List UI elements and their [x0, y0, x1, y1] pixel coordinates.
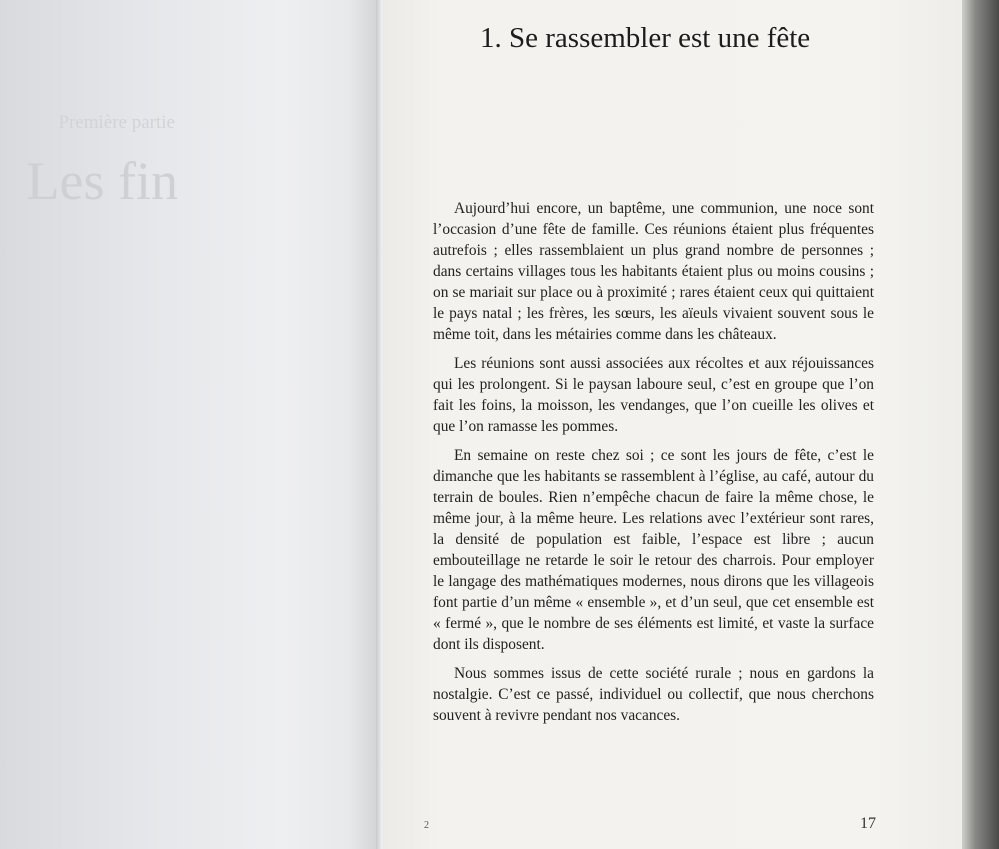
- chapter-title: 1. Se rassembler est une fête: [480, 22, 811, 54]
- paragraph-4: Nous sommes issus de cette société rurale ; nous en gardons la nostalgie. C’est ce passé, individuel ou collectif, que nous cherchons souvent à revivre pendant nos vacances.: [433, 665, 874, 724]
- show-through-part-heading: Première partie: [58, 112, 175, 133]
- page-edge-shadow: [962, 0, 999, 849]
- paragraph-2: Les réunions sont aussi associées aux récoltes et aux réjouissances qui les prolongent. Si le paysan laboure seul, c’est en groupe que l’on fait les foins, la moisson, les vendanges, que l’on cueille les olives et que l’on ramasse les pommes.: [433, 355, 874, 435]
- left-page: [0, 0, 378, 849]
- chapter-body: [433, 198, 874, 734]
- paragraph-1: Aujourd’hui encore, un baptême, une communion, une noce sont l’occasion d’une fête de famille. Ces réunions étaient plus fréquentes autrefois ; elles rassemblaient un plus grand nombre de personnes ; dans certains villages tous les habitants étaient plus ou moins cousins ; on se mariait sur place ou à proximité ; rares étaient ceux qui quittaient le pays natal ; les frères, les sœurs, les aïeuls vivaient souvent sous le même toit, dans les métairies comme dans les châteaux.: [433, 200, 874, 343]
- page-number: 17: [860, 815, 876, 832]
- paragraph-3: En semaine on reste chez soi ; ce sont les jours de fête, c’est le dimanche que les habitants se rassemblent à l’église, au café, autour du terrain de boules. Rien n’empêche chacun de faire la même chose, le même jour, à la même heure. Les relations avec l’extérieur sont rares, la densité de population est faible, l’espace est libre ; aucun embouteillage ne retarde le soir le retour des charrois. Pour employer le langage des mathématiques modernes, nous dirons que les villageois font partie d’un même « ensemble », et d’un seul, que cet ensemble est « fermé », que le nombre de ses éléments est limité, et vaste la surface dont ils disposent.: [433, 447, 874, 653]
- signature-mark: 2: [424, 820, 429, 831]
- show-through-part-title: Les fin: [26, 151, 178, 211]
